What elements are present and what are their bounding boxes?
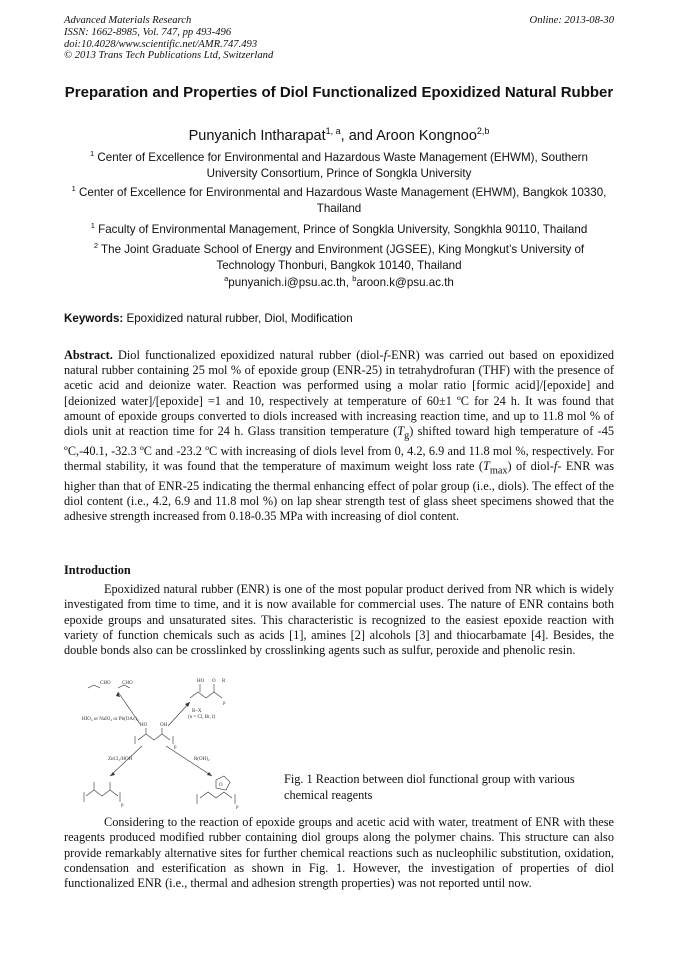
halide-condition-label: (n = Cl, Br, I) [188, 715, 216, 720]
email-a[interactable]: punyanich.i@psu.ac.th [228, 275, 346, 289]
intro-paragraph-2: Considering to the reaction of epoxide groups and acetic acid with water, treatment of ENR with these reagents produced modified rubber containing diol groups along the polymer chains. This structure can also provide remarkably alternative sites for further chemical reactions such as nucleophilic substitution, oxidation, condensation and esterification as shown in Fig. 1. However, the investigation of properties of diol functionalized ENR (i.e., thermal and adhesion strength properties) was not reported until now. [64, 815, 614, 891]
keywords-text: Epoxidized natural rubber, Diol, Modification [123, 312, 353, 325]
author-emails: $^a$punyanich.i@psu.ac.th, $^b$aroon.k@psu.ac.th [224, 274, 454, 289]
author-1: Punyanich Intharapat [188, 127, 326, 144]
repeat-p-bottom-left: p [121, 803, 124, 808]
repeat-p-center: p [174, 745, 177, 750]
zinc-reagent-label: ZnCl₂/HOH [108, 757, 133, 762]
ring-o-label: O [219, 783, 223, 788]
r-group-label: R [222, 679, 226, 684]
halide-reagent-label: R–X [192, 709, 202, 714]
issn-line: ISSN: 1662-8985, Vol. 747, pp 493-496 [64, 26, 232, 38]
paper-title: Preparation and Properties of Diol Functionalized Epoxidized Natural Rubber [64, 84, 614, 101]
author-2-affil: 2,b [476, 126, 490, 136]
intro-paragraph-1: Epoxidized natural rubber (ENR) is one of the most popular product derived from NR which is widely investigated from time to time, and it is now available for commercial uses. The nature of ENR contains both epoxide groups and unsaturated sites. This characteristic is recognized to the easiest epoxide reaction with variety of function chemicals such as acids [1], amines [2] alcohols [3] and thiocarbamate [4]. Besides, the double bonds also can be crosslinked by crosslinking agents such as sulfur, peroxide and phenolic resin. [64, 582, 614, 658]
central-oh-label: OH [160, 723, 168, 728]
diol-reagent-label: R(OH)₂ [194, 757, 210, 762]
author-1-affil: 1, a [325, 126, 341, 136]
author-separator: , and [340, 127, 377, 144]
email-b[interactable]: aroon.k@psu.ac.th [356, 275, 454, 289]
keywords-label: Keywords: [64, 312, 124, 325]
affiliation-2: $^1$ Center of Excellence for Environmental and Hazardous Waste Management (EHWM), Bangkok 10330, Thailand [71, 184, 607, 215]
copyright-line: © 2013 Trans Tech Publications Ltd, Switzerland [64, 50, 274, 62]
repeat-p-bottom-right: p [236, 805, 239, 810]
author-2: Aroon Kongnoo [376, 127, 477, 144]
affiliation-1: $^1$ Center of Excellence for Environmental and Hazardous Waste Management (EHWM), Southern University Consortium, Prince of Songkla University [89, 149, 588, 180]
aldehyde-label-2: CHO [122, 681, 133, 686]
journal-name: Advanced Materials Research [64, 15, 192, 26]
repeat-p-top: p [223, 701, 226, 706]
figure-1-caption: Fig. 1 Reaction between diol functional group with various chemical reagents [284, 772, 575, 802]
central-ho-label: HO [140, 723, 148, 728]
keywords [64, 312, 353, 325]
aldehyde-label-1: CHO [100, 681, 111, 686]
oxidant-reagent-label: HIO₄ or NaIO₄ or Pb(OAc)₄ [82, 717, 139, 722]
abstract-label: Abstract. [64, 348, 113, 362]
author-line [64, 126, 614, 144]
journal-header [64, 15, 273, 62]
affiliation-4: $^2$ The Joint Graduate School of Energy and Environment (JGSEE), King Mongkut’s University of Technology Thonburi, Bangkok 10140, Thailand [93, 241, 585, 272]
ho-label: HO [197, 679, 205, 684]
figure-1-reaction-scheme [82, 676, 270, 816]
abstract: Abstract. Diol functionalized epoxidized natural rubber (diol-f-ENR) was carried out based on epoxidized natural rubber containing 25 mol % of epoxide group (ENR-25) in tetrahydrofuran (THF) with the presence of acetic acid and deionize water. Reaction was performed using a molar ratio [formic acid]/[epoxide] and [deionized water]/[epoxide] =1 and 10, respectively at temperature of 60±1 ºC for 24 h. It was found that amount of epoxide groups converted to diols increased with increasing reaction time, and up to 11.8 mol % of diols unit at reaction time for 24 h. Glass transition temperature $(T_g)$ shifted toward high temperature of -45 ºC,-40.1, -32.3 ºC and -23.2 ºC with increasing of diols level from 0, 4.2, 6.9 and 11.8 mol %, respectively. For thermal stability, it was found that the temperature of maximum weight loss rate $(T_{max})$ of diol-f- ENR was higher than that of ENR-25 indicating the thermal enhancing effect of polar group (i.e., diols). The effect of the diol content (i.e., 4.2, 6.9 and 11.8 mol %) on lap shear strength test of glass sheet specimens showed that the adhesive strength increased from 0.18-0.35 MPa with increasing of diol content. [64, 348, 614, 523]
affiliation-3: $^1$ Faculty of Environmental Management, Prince of Songkla University, Songkhla 90110, Thailand [90, 221, 588, 236]
online-date: Online: 2013-08-30 [529, 15, 614, 26]
ether-o-label: O [212, 679, 216, 684]
doi-line: doi:10.4028/www.scientific.net/AMR.747.493 [64, 38, 258, 50]
section-heading-introduction: Introduction [64, 563, 131, 577]
